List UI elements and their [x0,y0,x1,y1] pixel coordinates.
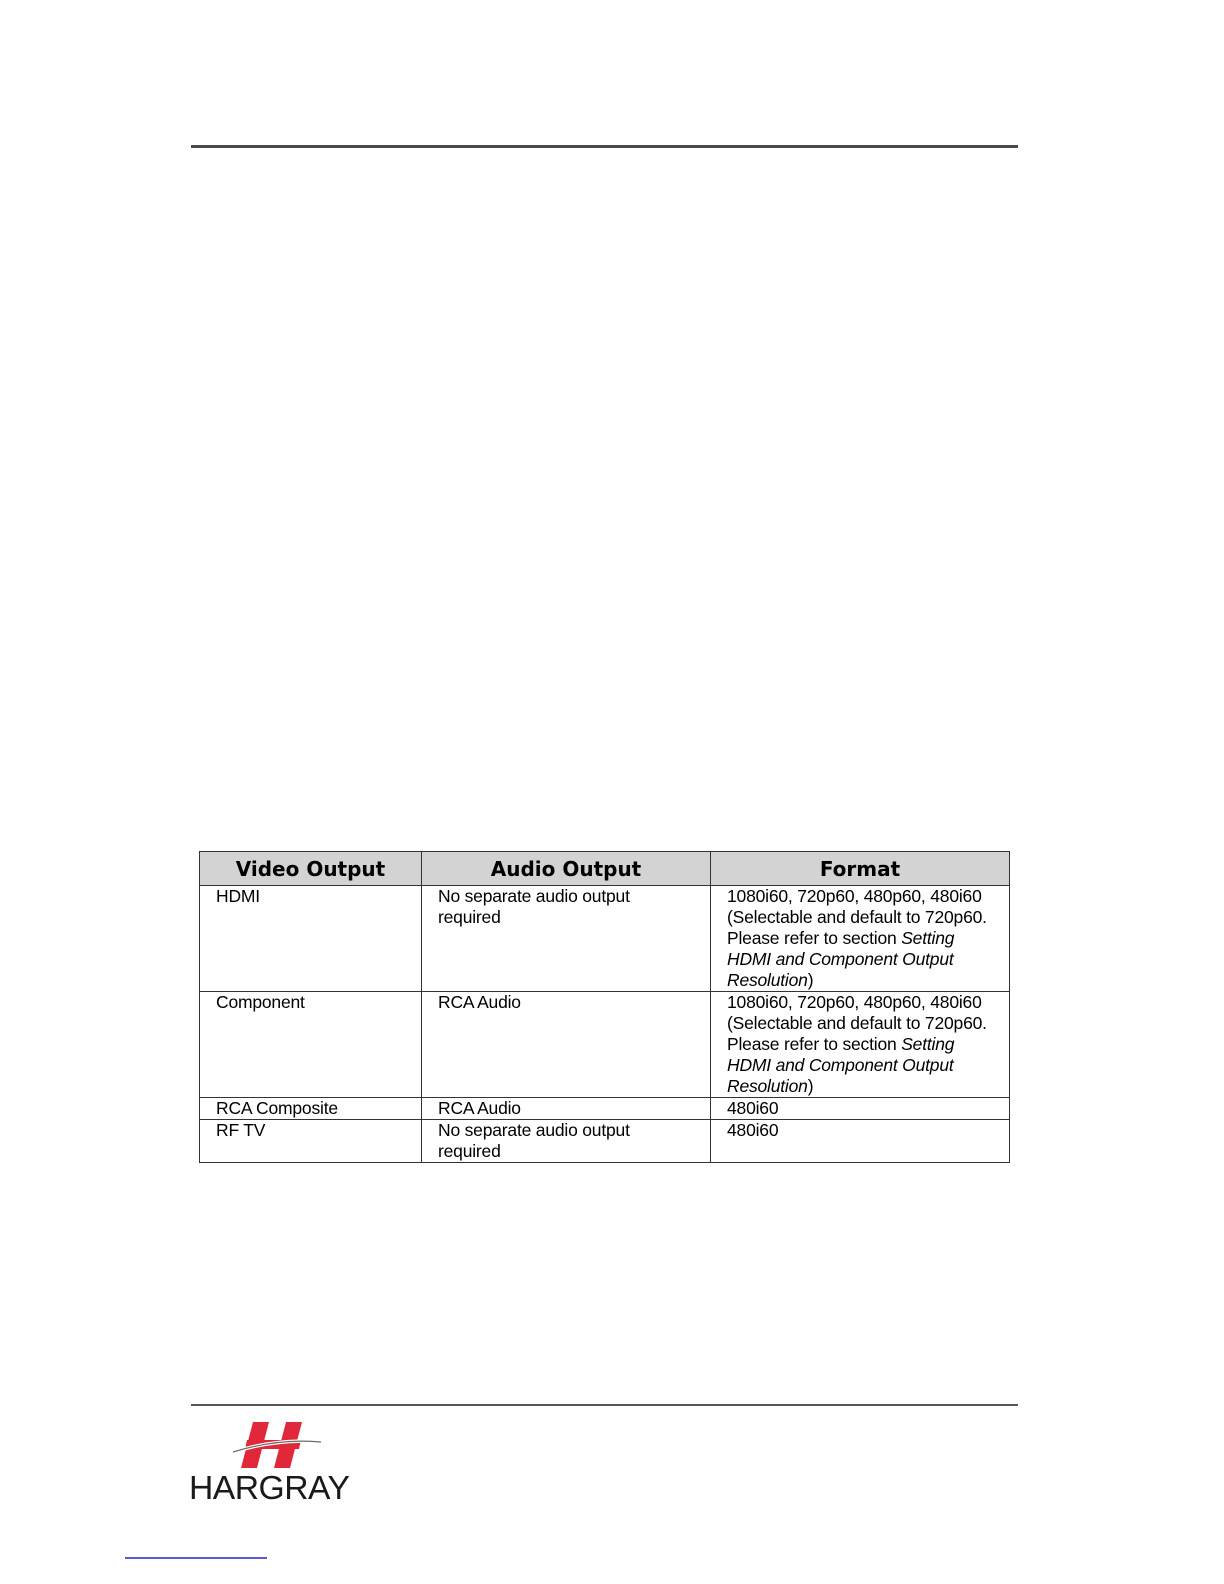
header-video-output: Video Output [200,852,422,886]
cell-video: Component [200,992,422,1098]
table-header-row [200,852,1010,886]
table-row [200,1120,1010,1163]
section-reference: Setting [901,928,955,948]
cell-audio: RCA Audio [422,1098,711,1120]
hargray-logo [189,1420,369,1504]
cell-video: HDMI [200,886,422,992]
header-rule [191,145,1018,148]
cell-format: 1080i60, 720p60, 480p60, 480i60 (Selectable and default to 720p60. Please refer to section Setting HDMI and Component Output Resolution) [711,992,1010,1098]
logo-wordmark: HARGRAY [189,1469,350,1506]
table-row [200,1098,1010,1120]
cell-format: 480i60 [711,1098,1010,1120]
footer-rule [191,1404,1018,1406]
table-row [200,992,1010,1098]
hargray-h-logo-icon [189,1420,369,1472]
header-audio-output: Audio Output [422,852,711,886]
header-format: Format [711,852,1010,886]
cell-audio: RCA Audio [422,992,711,1098]
cell-audio: No separate audio output required [422,1120,711,1163]
cell-video: RF TV [200,1120,422,1163]
table-row [200,886,1010,992]
cell-format: 480i60 [711,1120,1010,1163]
video-output-table [199,851,1010,1163]
section-reference: Setting [901,1034,955,1054]
cell-format: 1080i60, 720p60, 480p60, 480i60 (Selectable and default to 720p60. Please refer to section Setting HDMI and Component Output Resolution) [711,886,1010,992]
cell-audio: No separate audio output required [422,886,711,992]
cell-video: RCA Composite [200,1098,422,1120]
link-underline[interactable] [125,1557,267,1559]
